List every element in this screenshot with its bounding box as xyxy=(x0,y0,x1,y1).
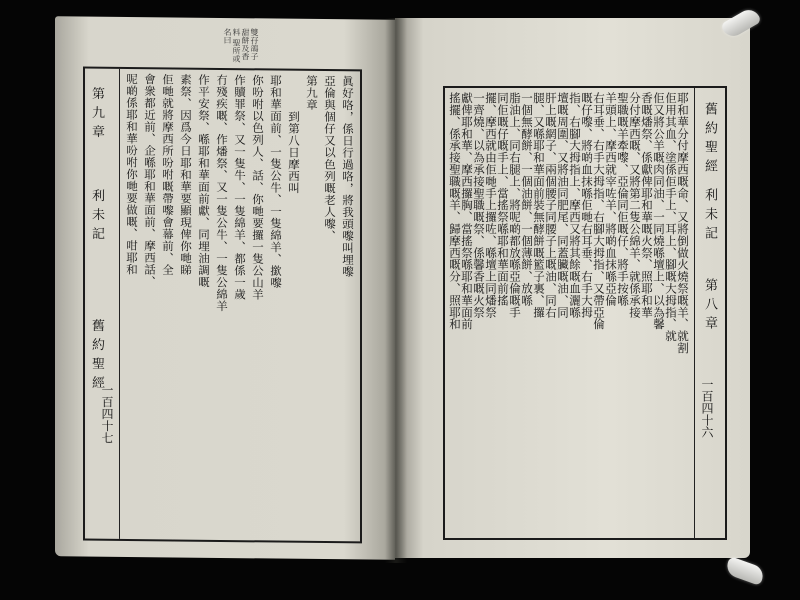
book-gutter xyxy=(385,18,407,563)
right-page xyxy=(395,18,750,558)
left-text-column: 到第八日摩西叫 xyxy=(287,110,301,195)
left-text-column: 第九章 xyxy=(305,74,319,111)
right-text-column: 搖擺、係承接聖職嘅羊、歸摩西嘅分、照耶和 xyxy=(448,92,462,330)
right-text-column: 佢又將公羊嘅肉同油、一同燒喺壇上、以為馨 xyxy=(652,92,666,330)
left-text-column: 眞好咯，係日行過咯，將我頭嚟叫埋嚟 xyxy=(341,75,355,278)
right-text-column: 指、右腳大拇指上、摩西又將其餘嘅血灑喺 xyxy=(568,92,582,319)
left-text-column: 耶和華面前、一隻公牛、一隻綿羊、撳嚟 xyxy=(269,74,283,289)
right-text-column: 右耳垂、右手大拇指、右腳大拇指、又帶亞倫 xyxy=(592,92,606,330)
right-text-column: 佢用其血、塗係佢手上、耳上、腳嘅大拇指、就 xyxy=(664,92,678,342)
page-clip-bottom xyxy=(724,556,766,586)
right-header-chapter: 第八章 xyxy=(702,278,717,335)
left-text-column: 佢哋就將摩西所吩咐嘅帶嚟會幕前、全 xyxy=(161,73,175,276)
right-text-column: 脂油上、同右腿上、將呢啲都放喺亞倫嘅手 xyxy=(508,92,522,319)
left-text-column: 亞倫與個仔又以色列嘅老人嚟、 xyxy=(323,75,337,242)
left-text-column: 你吩咐以色列人、話、你哋要攞一隻公山羊 xyxy=(251,74,265,301)
right-text-column: 擺、摩西就由佢哋手上攞咗、喺壇上同燔祭 xyxy=(484,92,498,319)
right-text-column: 腿、又喺耶和華面前裝無酵餅嘅籃子裏、攞 xyxy=(532,92,546,319)
right-header-book-name: 利未記 xyxy=(702,188,717,245)
right-header-book: 舊約聖經 xyxy=(702,102,717,178)
left-text-column: 呢啲係耶和華吩咐你哋要做嘅、咁耶和 xyxy=(125,72,139,276)
right-text-column: 耶和華分付摩西嘅命、又將倒做火燒祭嘅羊、就割 xyxy=(676,92,690,354)
right-text-column: 香嘅燔祭、係獻俾耶和華嘅火祭、照耶和華 xyxy=(640,92,654,319)
right-text-column: 肝上嘅網子、兩個腰子同腰子上嘅油、同右 xyxy=(544,92,558,319)
right-text-column: 同佢嘅仔嘅手上、當搖祭喺耶和華面前搖 xyxy=(496,92,510,307)
right-page-number: 一百四十六 xyxy=(700,378,714,438)
right-text-column: 嘅仔嚟、將啲血抹喺佢哋右耳垂、右手大拇 xyxy=(580,92,594,319)
right-text-column: 羊頭上、摩西就宰咗羊、將啲血抹喺亞倫 xyxy=(604,92,618,307)
left-header-chapter: 第九章 xyxy=(89,86,104,144)
right-text-column: 分付摩西嘅、又將第二隻公綿羊、就係承接 xyxy=(628,92,642,319)
open-book xyxy=(55,18,750,578)
right-text-column: 聖職嘅羊牽嚟、亞倫同佢嘅仔、將手按喺 xyxy=(616,92,630,307)
left-header-book: 舊約聖經 xyxy=(89,318,104,395)
right-text-column: 一齊燒、以為承接聖職嘅祭、係馨香嘅火祭 xyxy=(472,92,486,319)
right-text-column: 獻俾耶和華、摩西攞胸、當搖祭喺耶和華面前 xyxy=(460,92,474,330)
left-page-number: 一百四十七 xyxy=(100,383,114,444)
right-text-column: 壇嘅周圍、又將油同肥尾、同蓋臟嘅油、同 xyxy=(556,92,570,319)
left-text-column: 冇殘疾嘅、作燔祭、又一隻公牛、一隻公綿羊 xyxy=(215,73,229,313)
right-text-column: 一個無酵餅、一個油餅、一個薄餅、放喺 xyxy=(520,92,534,307)
left-text-column: 作平安祭、喺耶和華面前獻、同埋油調嘅 xyxy=(197,73,211,289)
left-text-column: 會衆都近前、企喺耶和華面前、摩西話、 xyxy=(143,73,157,288)
left-page xyxy=(55,16,395,560)
left-text-column: 素祭、因爲今日耶和華要顯現俾你哋睇 xyxy=(179,73,193,276)
left-text-frame xyxy=(83,67,362,544)
side-note: 雙孖鴿子 甜餅及香料 聖所或名曰 xyxy=(223,27,259,63)
right-text-frame xyxy=(443,86,727,540)
left-text-column: 作贖罪祭、又一隻牛、一隻綿羊、都係一歲 xyxy=(233,74,247,301)
left-header-book-name: 利未記 xyxy=(89,188,104,246)
